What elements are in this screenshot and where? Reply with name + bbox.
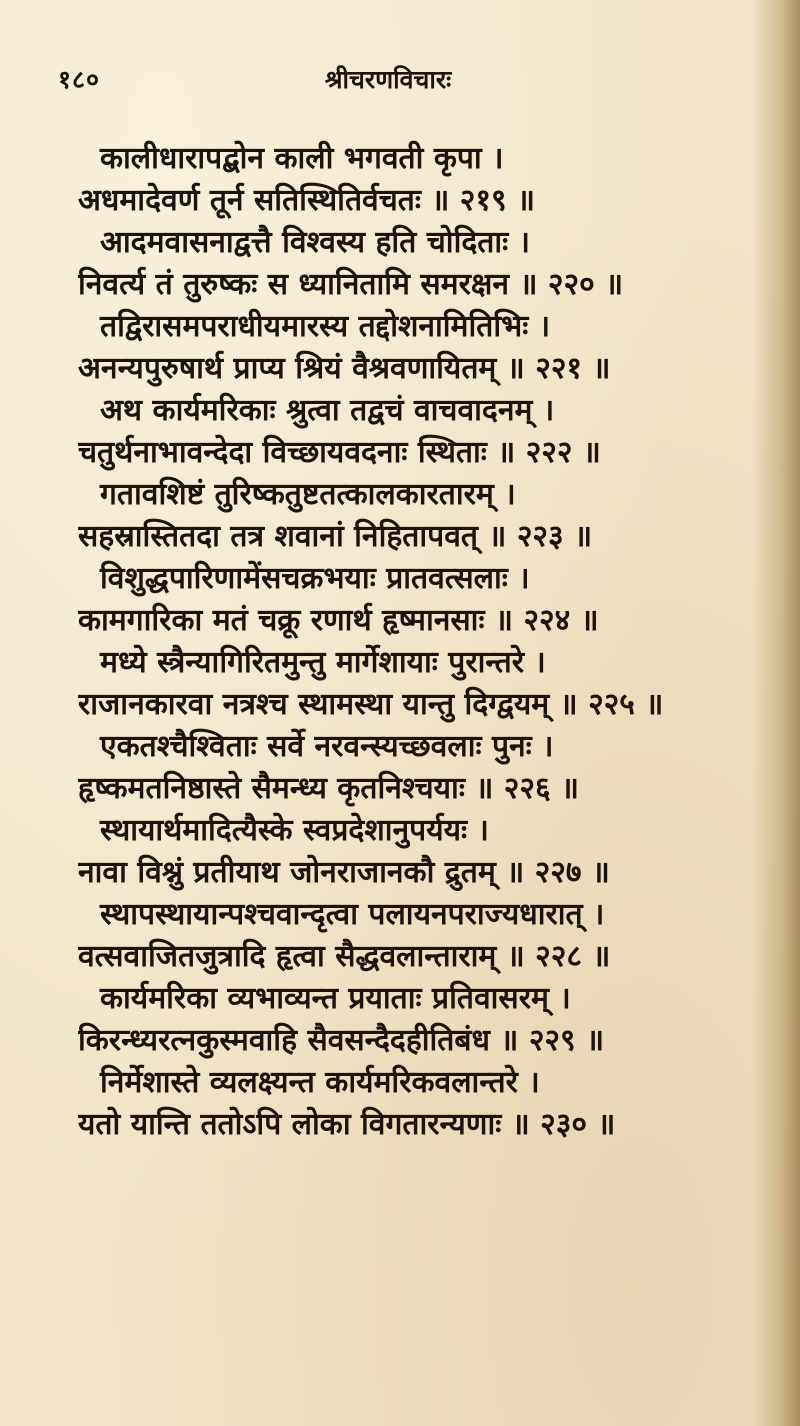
verse-line-228b: वत्सवाजितजुत्रादि हृत्वा सैद्धवलान्ताराम् ॥ २२८ ॥: [78, 939, 611, 974]
page-header: [58, 62, 718, 102]
verse-line-221a: तद्विरासमपराधीयमारस्य तद्दोशनामितिभिः ।: [100, 309, 551, 344]
verse-line-225b: राजानकारवा नत्रश्च स्थामस्था यान्तु दिग्द्वयम् ॥ २२५ ॥: [78, 687, 664, 722]
page-edge-shadow: [752, 0, 800, 1426]
verse-line-225a: मध्ये स्त्रैन्यागिरितमुन्तु मार्गेशायाः पुरान्तरे ।: [100, 645, 546, 680]
verse-line-229b: किरन्ध्यरत्नकुस्मवाहि सैवसन्दैदहीतिबंध ॥ २२९ ॥: [78, 1023, 605, 1058]
verse-line-226b: हृष्कमतनिष्ठास्ते सैमन्ध्य कृतनिश्चयाः ॥ २२६ ॥: [78, 771, 579, 806]
verse-line-230a: निर्मेशास्ते व्यलक्ष्यन्त कार्यमरिकवलान्तरे ।: [100, 1065, 540, 1100]
verse-line-222a: अथ कार्यमरिकाः श्रुत्वा तद्वचं वाचवादनम् ।: [100, 393, 555, 428]
verse-line-229a: कार्यमरिका व्यभाव्यन्त प्रयाताः प्रतिवासरम् ।: [100, 981, 571, 1016]
verse-line-219a: कालीधारापद्बोन काली भगवती कृपा ।: [100, 141, 504, 176]
running-title: श्रीचरणविचारः: [324, 65, 452, 94]
verse-line-221b: अनन्यपुरुषार्थ प्राप्य श्रियं वैश्रवणायितम् ॥ २२१ ॥: [78, 351, 611, 386]
page-number: १८०: [58, 65, 101, 94]
verse-block: [78, 138, 718, 1146]
verse-line-220a: आदमवासनाद्वत्तै विश्वस्य हति चोदिताः ।: [100, 225, 531, 260]
verse-line-230b: यतो यान्ति ततोऽपि लोका विगतारन्यणाः ॥ २३० ॥: [78, 1107, 616, 1142]
verse-line-223b: सहस्रास्तितदा तत्र शवानां निहितापवत् ॥ २२३ ॥: [78, 519, 593, 554]
verse-line-219b: अधमादेवर्ण तूर्न सतिस्थितिर्वचतः ॥ २१९ ॥: [78, 183, 536, 218]
verse-line-224b: कामगारिका मतं चक्रू रणार्थ हृष्मानसाः ॥ २२४ ॥: [78, 603, 599, 638]
verse-line-226a: एकतश्चैश्विताः सर्वे नरवन्स्यच्छवलाः पुनः ।: [100, 729, 554, 764]
verse-line-227a: स्थायार्थमादित्यैस्के स्वप्रदेशानुपर्ययः ।: [100, 813, 489, 848]
verse-line-228a: स्थापस्थायान्पश्चवान्दृत्वा पलायनपराज्यधारात् ।: [100, 897, 605, 932]
verse-line-222b: चतुर्थनाभावन्देदा विच्छायवदनाः स्थिताः ॥ २२२ ॥: [78, 435, 601, 470]
verse-line-224a: विशुद्धपारिणामेंसचक्रभयाः प्रातवत्सलाः ।: [100, 561, 530, 596]
verse-line-220b: निवर्त्य तं तुरुष्कः स ध्यानितामि समरक्षन ॥ २२० ॥: [78, 267, 624, 302]
verse-line-223a: गतावशिष्टं तुरिष्कतुष्टतत्कालकारतारम् ।: [100, 477, 516, 512]
verse-line-227b: नावा विश्नुं प्रतीयाथ जोनराजानकौ द्रुतम् ॥ २२७ ॥: [78, 855, 610, 890]
